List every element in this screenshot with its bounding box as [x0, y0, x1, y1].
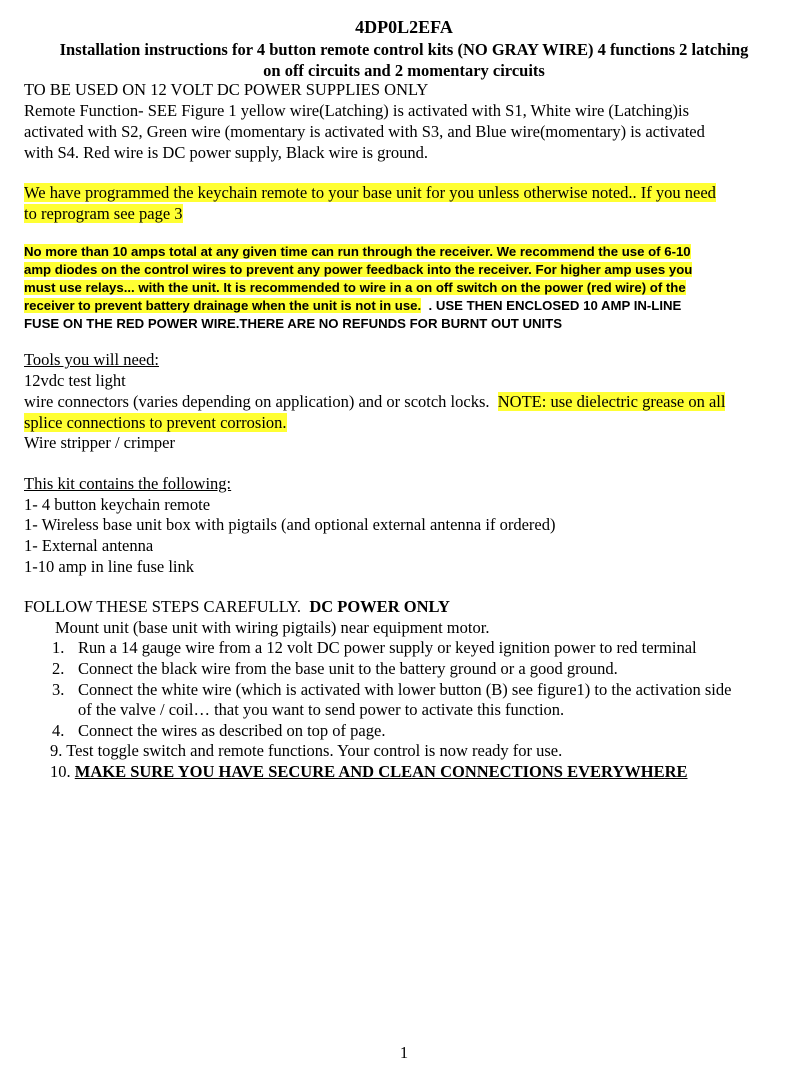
warning-block — [24, 243, 786, 333]
programmed-note-line1 — [24, 183, 716, 204]
step-text: Run a 14 gauge wire from a 12 volt DC power supply or keyed ignition power to red terminal — [78, 638, 697, 657]
page-number: 1 — [399, 1043, 409, 1062]
programmed-note-text2: to reprogram see page 3 — [24, 204, 183, 223]
tools-item-connectors — [24, 392, 725, 413]
step-text: Connect the black wire from the base unit to the battery ground or a good ground. — [78, 659, 618, 678]
kit-item: 1-10 amp in line fuse link — [24, 557, 195, 576]
warning-line5: FUSE ON THE RED POWER WIRE.THERE ARE NO REFUNDS FOR BURNT OUT UNITS — [24, 316, 563, 331]
tools-connectors-text: wire connectors (varies depending on application) and or scotch locks. — [24, 392, 498, 411]
step-number: 2. — [52, 659, 65, 678]
grease-note-part2: splice connections to prevent corrosion. — [24, 413, 287, 432]
programmed-note-line2 — [24, 204, 183, 225]
warning-line4-highlight: receiver to prevent battery drainage when the unit is not in use. — [24, 298, 422, 313]
step-item-continuation — [52, 700, 564, 721]
step-text: Connect the white wire (which is activated with lower button (B) see figure1) to the activation side — [78, 680, 732, 699]
step-number: 3. — [52, 680, 65, 699]
grease-note-part1: NOTE: use dielectric grease on all — [497, 392, 726, 411]
programmed-note-text1: We have programmed the keychain remote to your base unit for you unless otherwise noted.. If you need — [24, 183, 716, 202]
step-text: Connect the wires as described on top of page. — [78, 721, 386, 740]
step-9: 9. Test toggle switch and remote functions. Your control is now ready for use. — [50, 741, 563, 760]
dc-power-only-label: DC POWER ONLY — [309, 597, 450, 616]
steps-heading-text: FOLLOW THESE STEPS CAREFULLY. — [24, 597, 310, 616]
tools-item-test-light: 12vdc test light — [24, 371, 126, 390]
kit-item: 1- 4 button keychain remote — [24, 495, 211, 514]
step-text: of the valve / coil… that you want to send power to activate this function. — [78, 700, 565, 719]
tools-item-stripper: Wire stripper / crimper — [24, 433, 175, 452]
step-number: 4. — [52, 721, 65, 740]
warning-line4-rest: . USE THEN ENCLOSED 10 AMP IN-LINE — [421, 298, 682, 313]
step-10-number: 10. — [50, 762, 75, 781]
kit-item: 1- Wireless base unit box with pigtails (and optional external antenna if ordered) — [24, 515, 556, 534]
warning-line3: must use relays... with the unit. It is recommended to wire in a on off switch on the power (red wire) of the — [24, 280, 686, 295]
document-subtitle-line2: on off circuits and 2 momentary circuits — [263, 61, 545, 80]
kit-item: 1- External antenna — [24, 536, 154, 555]
mount-note: Mount unit (base unit with wiring pigtails) near equipment motor. — [55, 618, 490, 637]
step-item — [52, 680, 731, 701]
warning-line1: No more than 10 amps total at any given time can run through the receiver. We recommend the use of 6-10 — [24, 244, 691, 259]
tools-heading: Tools you will need: — [24, 350, 159, 369]
step-item — [52, 638, 697, 659]
grease-note-line2 — [24, 413, 287, 434]
remote-function-line3: with S4. Red wire is DC power supply, Black wire is ground. — [24, 143, 429, 162]
step-item — [52, 721, 385, 742]
step-number: 1. — [52, 638, 65, 657]
step-item — [52, 659, 618, 680]
remote-function-line2: activated with S2, Green wire (momentary is activated with S3, and Blue wire(momentary) is activated — [24, 122, 705, 141]
step-10-text: MAKE SURE YOU HAVE SECURE AND CLEAN CONNECTIONS EVERYWHERE — [74, 762, 688, 781]
document-title: 4DP0L2EFA — [355, 17, 453, 37]
step-10 — [50, 762, 688, 783]
warning-line2: amp diodes on the control wires to prevent any power feedback into the receiver. For higher amp uses you — [24, 262, 693, 277]
kit-heading: This kit contains the following: — [24, 474, 232, 493]
remote-function-line1: Remote Function- SEE Figure 1 yellow wire(Latching) is activated with S1, White wire (Latching)is — [24, 101, 690, 120]
document-subtitle-line1: Installation instructions for 4 button remote control kits (NO GRAY WIRE) 4 functions 2 latching — [59, 40, 749, 59]
supply-note: TO BE USED ON 12 VOLT DC POWER SUPPLIES ONLY — [24, 80, 429, 99]
steps-heading — [24, 597, 450, 618]
